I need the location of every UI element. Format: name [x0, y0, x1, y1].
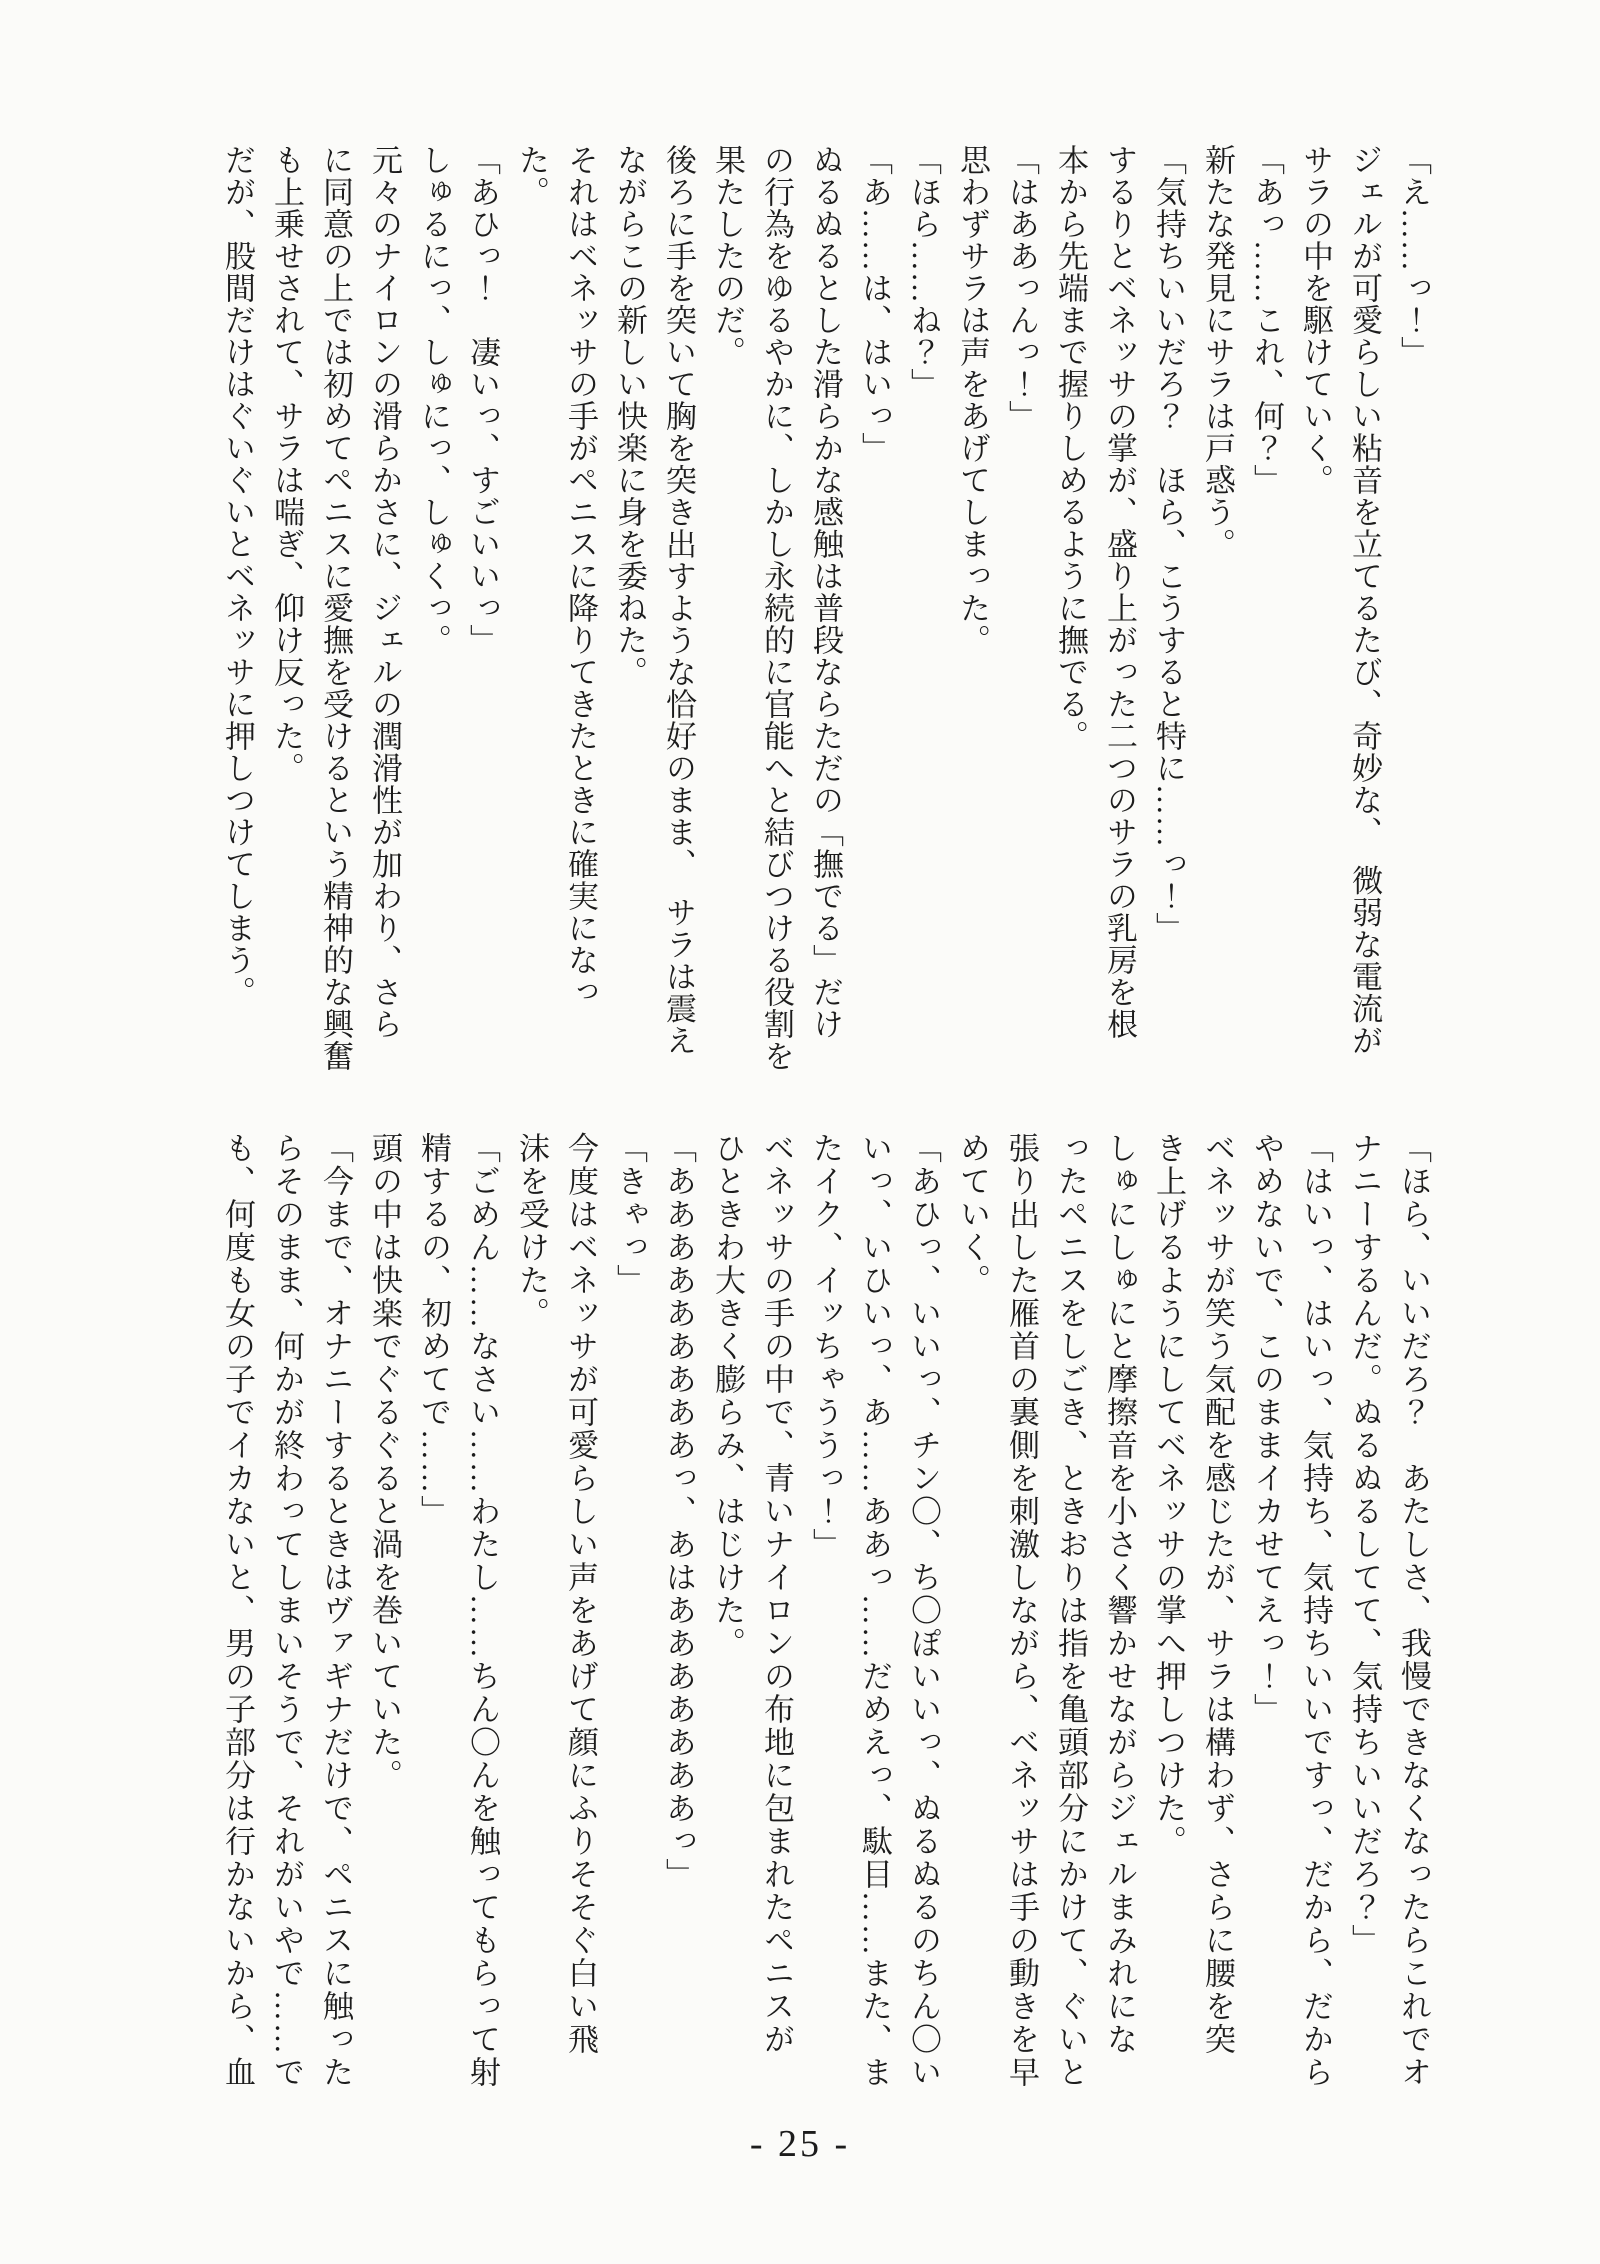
text-column: ひときわ大きく膨らみ、はじけた。	[710, 1132, 745, 1660]
text-column: 精するの、初めてで……」	[416, 1132, 451, 1528]
text-column: ったペニスをしごき、ときおりは指を亀頭部分にかけて、ぐいと	[1053, 1132, 1088, 2089]
text-column: 思わずサラは声をあげてしまった。	[955, 144, 990, 656]
text-column: 元々のナイロンの滑らかさに、ジェルの潤滑性が加わり、さら	[367, 144, 402, 1040]
text-column: 頭の中は快楽でぐるぐると渦を巻いていた。	[367, 1132, 402, 1792]
text-column: き上げるようにしてベネッサの掌へ押しつけた。	[1151, 1132, 1186, 1858]
text-column: 張り出した雁首の裏側を刺激しながら、ベネッサは手の動きを早	[1004, 1132, 1039, 2089]
text-column: やめないで、このままイカせてえっ！」	[1249, 1132, 1284, 1726]
text-column: ジェルが可愛らしい粘音を立てるたび、奇妙な、 微弱な電流が	[1347, 144, 1382, 1057]
text-column: 「はいっ、はいっ、気持ち、気持ちいいですっ、だから、だから	[1298, 1132, 1333, 2089]
text-column: 「ほら、いいだろ？ あたしさ、我慢できなくなったらこれでオ	[1396, 1132, 1431, 2089]
top-text-block	[213, 144, 1438, 1080]
text-column: 本から先端まで握りしめるように撫でる。	[1053, 144, 1088, 752]
text-column: ベネッサが笑う気配を感じたが、サラは構わず、さらに腰を突	[1200, 1132, 1235, 2056]
text-column: するりとベネッサの掌が、盛り上がった二つのサラの乳房を根	[1102, 144, 1137, 1040]
page-number: - 25 -	[749, 2123, 851, 2165]
text-column: 「ほら……ね？」	[906, 144, 941, 400]
text-column: だが、股間だけはぐいぐいとベネッサに押しつけてしまう。	[220, 144, 255, 1008]
text-column: たイク、イッちゃううっ！」	[808, 1132, 843, 1561]
text-column: た。	[514, 144, 549, 208]
text-column: 今度はベネッサが可愛らしい声をあげて顔にふりそそぐ白い飛	[563, 1132, 598, 2056]
text-column: も、何度も女の子でイカないと、男の子部分は行かないから、血	[220, 1132, 255, 2089]
text-column: 「あ……は、はいっ」	[857, 144, 892, 464]
text-column: ナニーするんだ。ぬるぬるしてて、気持ちいいだろ？」	[1347, 1132, 1382, 1957]
text-column: らそのまま、何かが終わってしまいそうで、それがいやで……で	[269, 1132, 304, 2089]
text-column: 果たしたのだ。	[710, 144, 745, 368]
text-column: の行為をゆるやかに、しかし永続的に官能へと結びつける役割を	[759, 144, 794, 1072]
text-column: に同意の上では初めてペニスに愛撫を受けるという精神的な興奮	[318, 144, 353, 1072]
text-column: 「気持ちいいだろ？ ほら、こうすると特に……っ！」	[1151, 144, 1186, 944]
text-column: 「今まで、オナニーするときはヴァギナだけで、ペニスに触った	[318, 1132, 353, 2089]
text-column: ながらこの新しい快楽に身を委ねた。	[612, 144, 647, 688]
text-column: いっ、いひいっ、あ……ああっ……だめえっ、駄目……また、ま	[857, 1132, 892, 2089]
text-column: 「ごめん……なさい……わたし……ちん〇んを触ってもらって射	[465, 1132, 500, 2089]
text-column: 「あひっ、いいっ、チン〇、ち〇ぽいいっ、ぬるぬるのちん〇い	[906, 1132, 941, 2089]
text-column: ぬるぬるとした滑らかな感触は普段ならただの「撫でる」だけ	[808, 144, 843, 1040]
text-column: 「え……っ！」	[1396, 144, 1431, 368]
text-column: それはベネッサの手がペニスに降りてきたときに確実になっ	[563, 144, 598, 1008]
text-column: 後ろに手を突いて胸を突き出すような恰好のまま、 サラは震え	[661, 144, 696, 1057]
text-column: 「あひっ！ 凄いっ、すごいいっ」	[465, 144, 500, 656]
text-column: 「きゃっ」	[612, 1132, 647, 1297]
text-column: しゅにしゅにと摩擦音を小さく響かせながらジェルまみれにな	[1102, 1132, 1137, 2056]
text-column: 「はああっんっ！」	[1004, 144, 1039, 432]
text-column: 「あっ……これ、何？」	[1249, 144, 1284, 496]
text-column: 新たな発見にサラは戸惑う。	[1200, 144, 1235, 560]
text-column: サラの中を駆けていく。	[1298, 144, 1333, 496]
text-column: めていく。	[955, 1132, 990, 1297]
text-column: 沫を受けた。	[514, 1132, 549, 1330]
text-column: しゅるにっ、しゅにっ、しゅくっ。	[416, 144, 451, 656]
text-column: も上乗せされて、サラは喘ぎ、仰け反った。	[269, 144, 304, 784]
text-column: ベネッサの手の中で、青いナイロンの布地に包まれたペニスが	[759, 1132, 794, 2056]
bottom-text-block	[213, 1132, 1438, 2091]
text-column: 「あああああああああっ、あはあああああああっ」	[661, 1132, 696, 1891]
